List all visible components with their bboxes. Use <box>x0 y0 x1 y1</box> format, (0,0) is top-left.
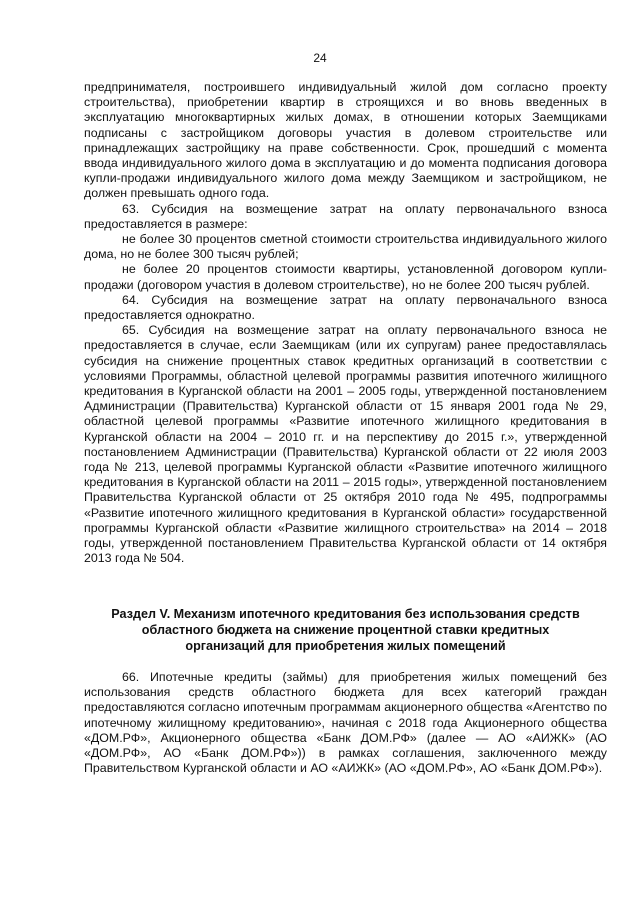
paragraph-63: 63. Субсидия на возмещение затрат на оплату первоначального взноса предоставляется в размере: <box>84 201 607 231</box>
section-heading-line: Раздел V. Механизм ипотечного кредитования без использования средств <box>111 607 580 621</box>
paragraph-63-item-1: не более 30 процентов сметной стоимости строительства индивидуального жилого дома, но не более 300 тысяч рублей; <box>84 232 607 262</box>
paragraph-64: 64. Субсидия на возмещение затрат на оплату первоначального взноса предоставляется однократно. <box>84 292 607 323</box>
page-number: 24 <box>313 51 327 65</box>
paragraph-continuation: предпринимателя, построившего индивидуальный жилой дом согласно проекту строительства), приобретении квартир в строящихся и во вновь введенных в эксплуатацию многоквартирных жилых домах, в отношении которых Заемщиками подписаны с застройщиком договоры участия в долевом строительстве или принадлежащих застройщику на праве собственности. Срок, прошедший с момента ввода индивидуального жилого дома в эксплуатацию и до момента подписания договора купли-продажи индивидуального жилого дома между Заемщиком и застройщиком, не должен превышать одного года. <box>84 80 607 201</box>
paragraph-66: 66. Ипотечные кредиты (займы) для приобретения жилых помещений без использования средств областного бюджета для всех категорий граждан предоставляются согласно ипотечным программам акционерного общества «Агентство по ипотечному жилищному кредитованию», начиная с 2018 года Акционерного общества «ДОМ.РФ», Акционерного общества «Банк ДОМ.РФ» (далее — АО «АИЖК» (АО «ДОМ.РФ», АО «Банк ДОМ.РФ»)) в рамках соглашения, заключенного между Правительством Курганской области и АО «АИЖК» (АО «ДОМ.РФ», АО «Банк ДОМ.РФ»). <box>84 670 607 776</box>
section-heading-line: областного бюджета на снижение процентной ставки кредитных <box>141 623 550 637</box>
section-heading <box>84 606 607 654</box>
text-block-bottom <box>84 670 607 776</box>
section-heading-line: организаций для приобретения жилых помещений <box>185 639 506 653</box>
paragraph-65: 65. Субсидия на возмещение затрат на оплату первоначального взноса не предоставляется в случае, если Заемщикам (или их супругам) ранее предоставлялась субсидия на снижение процентных ставок кредитных организаций в соответствии с условиями Программы, областной целевой программы развития ипотечного жилищного кредитования в Курганской области на 2001 – 2005 годы, утвержденной постановлением Администрации (Правительства) Курганской области от 15 января 2001 года № 29, областной целевой программы «Развитие ипотечного жилищного кредитования в Курганской области на 2004 – 2010 гг. и на перспективу до 2015 г.», утвержденной постановлением Администрации (Правительства) Курганской области от 22 июля 2003 года № 213, целевой программы Курганской области «Развитие ипотечного жилищного кредитования в Курганской области на 2011 – 2015 годы», утвержденной постановлением Правительства Курганской области от 25 октября 2010 года № 495, подпрограммы «Развитие ипотечного жилищного кредитования в Курганской области» государственной программы Курганской области «Развитие жилищного строительства» на 2014 – 2018 годы, утвержденной постановлением Правительства Курганской области от 14 октября 2013 года № 504. <box>84 323 607 566</box>
text-block-top <box>84 80 607 567</box>
paragraph-63-item-2: не более 20 процентов стоимости квартиры, установленной договором купли-продажи (договором участия в долевом строительстве), но не более 200 тысяч рублей. <box>84 262 607 292</box>
